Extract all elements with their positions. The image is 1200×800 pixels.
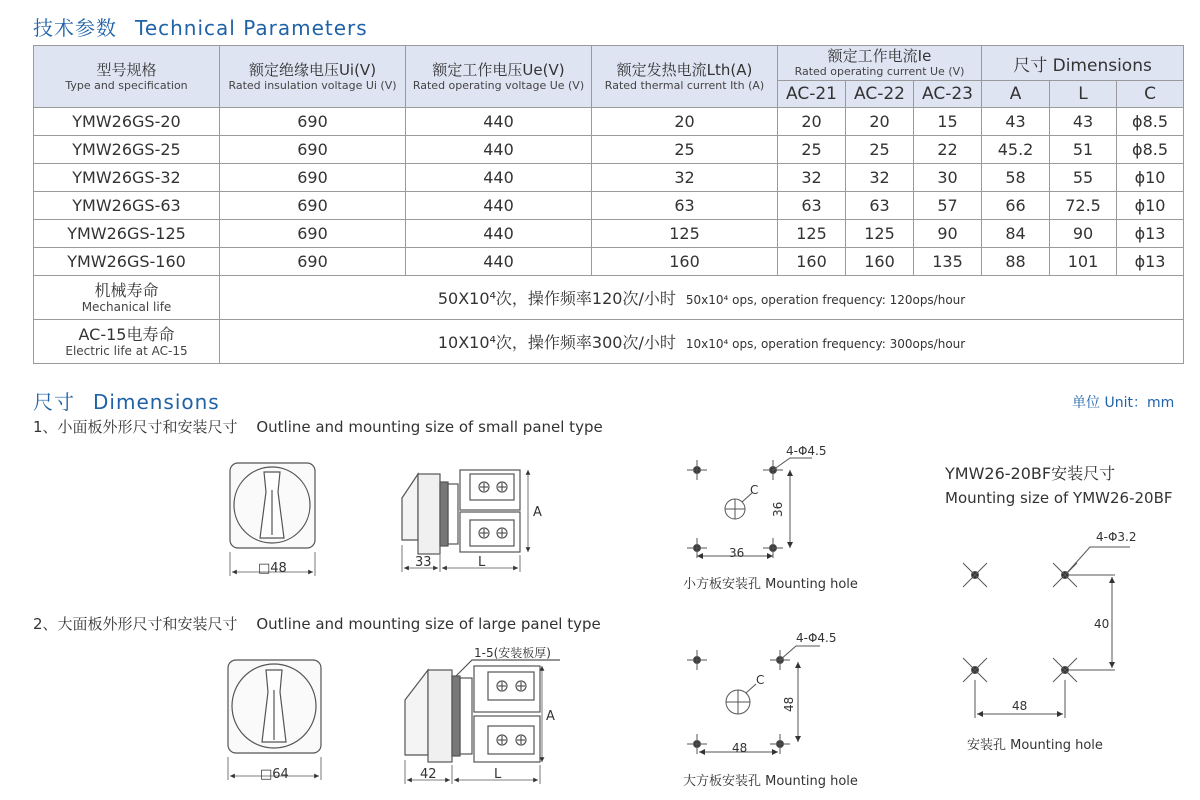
bf-title-cn: YMW26-20BF安装尺寸 [945,464,1116,483]
cell-ac23: 57 [914,192,982,220]
header-dim-l: L [1050,81,1117,108]
cell-model: YMW26GS-32 [34,164,220,192]
cell-c: ϕ10 [1117,192,1184,220]
cell-lth: 63 [592,192,778,220]
cell-c: ϕ8.5 [1117,136,1184,164]
cell-ue: 440 [406,192,592,220]
large-hole-c-label: C [756,673,765,687]
header-dimensions: 尺寸 Dimensions [982,46,1184,81]
cell-ac23: 22 [914,136,982,164]
cell-l: 72.5 [1050,192,1117,220]
large-holes-label: 4-Φ4.5 [796,631,837,645]
cell-l: 90 [1050,220,1117,248]
cell-ui: 690 [220,248,406,276]
cell-lth: 20 [592,108,778,136]
large-dim-a: A [546,709,555,724]
small-panel-front-view [230,463,315,576]
cell-ui: 690 [220,164,406,192]
small-depth-value: 33 [415,555,432,570]
cell-ac21: 63 [778,192,846,220]
large-hole-caption: 大方板安装孔 Mounting hole [683,774,858,789]
cell-ac21: 20 [778,108,846,136]
small-hole-caption: 小方板安装孔 Mounting hole [683,577,858,592]
cell-model: YMW26GS-160 [34,248,220,276]
cell-lth: 32 [592,164,778,192]
cell-model: YMW26GS-25 [34,136,220,164]
cell-a: 58 [982,164,1050,192]
bf-caption: 安装孔 Mounting hole [967,738,1103,753]
cell-c: ϕ8.5 [1117,108,1184,136]
cell-ue: 440 [406,220,592,248]
header-dim-c: C [1117,81,1184,108]
cell-ac22: 63 [846,192,914,220]
header-operating-voltage: 额定工作电压Ue(V) Rated operating voltage Ue (V) [406,46,592,108]
cell-ac21: 25 [778,136,846,164]
cell-ac21: 32 [778,164,846,192]
cell-lth: 160 [592,248,778,276]
small-heading-cn: 1、小面板外形尺寸和安装尺寸 [33,418,238,436]
small-holes-label: 4-Φ4.5 [786,444,827,458]
cell-c: ϕ13 [1117,220,1184,248]
mechanical-life-label: 机械寿命 Mechanical life [34,276,220,320]
cell-ac23: 90 [914,220,982,248]
cell-l: 51 [1050,136,1117,164]
bf-h: 40 [1094,617,1110,631]
large-hole-w: 48 [732,741,748,755]
cell-model: YMW26GS-20 [34,108,220,136]
large-panel-size: □64 [260,767,289,782]
tech-title-en: Technical Parameters [135,16,368,40]
large-panel-side-view [405,660,560,784]
cell-model: YMW26GS-63 [34,192,220,220]
dims-title-en: Dimensions [93,390,220,414]
small-hole-h: 36 [771,501,785,517]
small-dim-a: A [533,505,542,520]
cell-ui: 690 [220,220,406,248]
cell-ac23: 135 [914,248,982,276]
small-panel-size: □48 [258,561,287,576]
bf-mounting-drawing [963,547,1130,718]
bf-title-en: Mounting size of YMW26-20BF [945,489,1173,507]
cell-ue: 440 [406,248,592,276]
cell-a: 66 [982,192,1050,220]
cell-a: 43 [982,108,1050,136]
large-heading-en: Outline and mounting size of large panel type [256,615,601,633]
cell-l: 43 [1050,108,1117,136]
cell-model: YMW26GS-125 [34,220,220,248]
tech-title-cn: 技术参数 [33,16,117,40]
large-depth-value: 42 [420,767,437,782]
header-thermal-current: 额定发热电流Lth(A) Rated thermal current Ith (A) [592,46,778,108]
small-dim-l: L [478,555,486,570]
electric-life-value: 10X10⁴次，操作频率300次/小时 10x10⁴ ops, operation frequency: 300ops/hour [220,320,1184,364]
cell-ue: 440 [406,136,592,164]
cell-ac23: 15 [914,108,982,136]
cell-lth: 25 [592,136,778,164]
cell-ac22: 32 [846,164,914,192]
cell-ac23: 30 [914,164,982,192]
cell-a: 84 [982,220,1050,248]
cell-ue: 440 [406,164,592,192]
small-hole-w: 36 [729,546,745,560]
cell-c: ϕ13 [1117,248,1184,276]
bf-w: 48 [1012,699,1028,713]
header-ac21: AC-21 [778,81,846,108]
header-ac22: AC-22 [846,81,914,108]
small-mounting-hole-drawing [687,458,812,558]
dims-title-cn: 尺寸 [33,390,75,414]
bf-holes-label: 4-Φ3.2 [1096,530,1137,544]
cell-ac21: 125 [778,220,846,248]
cell-l: 101 [1050,248,1117,276]
cell-lth: 125 [592,220,778,248]
panel-thickness-label: 1-5(安装板厚) [474,646,551,660]
header-ac23: AC-23 [914,81,982,108]
cell-a: 88 [982,248,1050,276]
cell-ui: 690 [220,108,406,136]
cell-a: 45.2 [982,136,1050,164]
cell-ac22: 160 [846,248,914,276]
cell-ac22: 125 [846,220,914,248]
cell-ui: 690 [220,192,406,220]
cell-ui: 690 [220,136,406,164]
large-heading-cn: 2、大面板外形尺寸和安装尺寸 [33,615,238,633]
header-dim-a: A [982,81,1050,108]
large-hole-h: 48 [782,696,796,712]
cell-ue: 440 [406,108,592,136]
large-mounting-hole-drawing [687,646,820,754]
cell-ac21: 160 [778,248,846,276]
unit-label: 单位 Unit：mm [1072,395,1175,411]
large-panel-front-view [228,660,321,780]
cell-l: 55 [1050,164,1117,192]
header-operating-current: 额定工作电流Ie Rated operating current Ue (V) [778,46,982,81]
small-heading-en: Outline and mounting size of small panel type [256,418,603,436]
header-insulation-voltage: 额定绝缘电压Ui(V) Rated insulation voltage Ui (V) [220,46,406,108]
cell-ac22: 20 [846,108,914,136]
header-model: 型号规格 Type and specification [34,46,220,108]
cell-c: ϕ10 [1117,164,1184,192]
electric-life-label: AC-15电寿命 Electric life at AC-15 [34,320,220,364]
mechanical-life-value: 50X10⁴次，操作频率120次/小时 50x10⁴ ops, operation frequency: 120ops/hour [220,276,1184,320]
cell-ac22: 25 [846,136,914,164]
large-dim-l: L [494,767,502,782]
small-hole-c-label: C [750,483,759,497]
